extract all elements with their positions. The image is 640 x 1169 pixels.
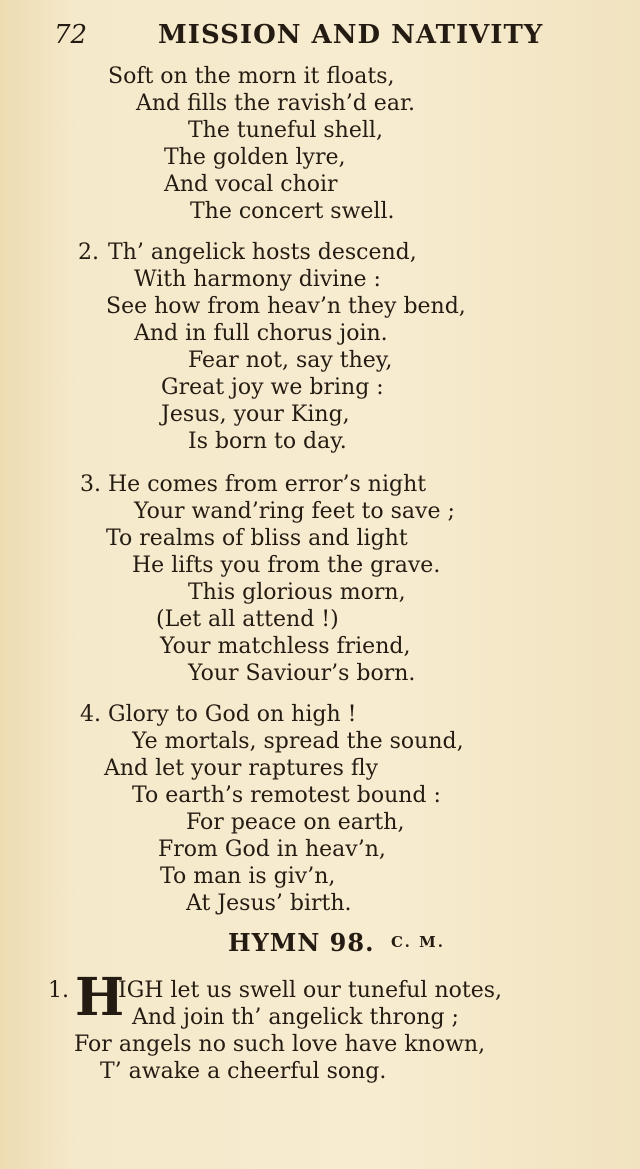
verse-line: He lifts you from the grave.	[132, 553, 441, 578]
verse-line: The tuneful shell,	[188, 118, 383, 143]
verse-line: Your wand’ring feet to save ;	[134, 499, 455, 524]
verse-line: Ye mortals, spread the sound,	[132, 729, 464, 754]
verse-line: Is born to day.	[188, 429, 347, 454]
verse-line: Jesus, your King,	[161, 402, 350, 427]
stanza-number: 3.	[80, 472, 101, 497]
verse-line: And join th’ angelick throng ;	[132, 1005, 459, 1030]
hymn-title: HYMN 98.	[228, 928, 375, 957]
verse-line: (Let all attend !)	[156, 607, 339, 632]
verse-line: From God in heav’n,	[158, 837, 386, 862]
verse-line: To realms of bliss and light	[106, 526, 408, 551]
running-head: MISSION AND NATIVITY	[158, 20, 544, 50]
verse-line: And in full chorus join.	[134, 321, 388, 346]
verse-line: To man is giv’n,	[160, 864, 336, 889]
page-header	[0, 20, 640, 60]
verse-line: To earth’s remotest bound :	[132, 783, 441, 808]
verse-line: This glorious morn,	[188, 580, 406, 605]
verse-line: He comes from error’s night	[108, 472, 427, 497]
page-number: 72	[54, 20, 88, 50]
verse-line: Th’ angelick hosts descend,	[108, 240, 417, 265]
stanza-number: 4.	[80, 702, 101, 727]
verse-line: The golden lyre,	[164, 145, 346, 170]
verse-line: Glory to God on high !	[108, 702, 357, 727]
verse-line: Your Saviour’s born.	[188, 661, 416, 686]
verse-line: T’ awake a cheerful song.	[100, 1059, 387, 1084]
verse-line: Your matchless friend,	[160, 634, 411, 659]
hymn-meter: C. M.	[391, 933, 445, 951]
verse-line: And let your raptures fly	[104, 756, 379, 781]
verse-line: With harmony divine :	[134, 267, 381, 292]
stanza-number: 1.	[48, 978, 69, 1003]
verse-line: IGH let us swell our tuneful notes,	[118, 978, 503, 1003]
verse-line: See how from heav’n they bend,	[106, 294, 466, 319]
verse-line: Fear not, say they,	[188, 348, 393, 373]
verse-line: For angels no such love have known,	[74, 1032, 486, 1057]
stanza-number: 2.	[78, 240, 99, 265]
drop-cap: H	[75, 967, 125, 1028]
verse-line: For peace on earth,	[186, 810, 405, 835]
verse-line: And fills the ravish’d ear.	[136, 91, 416, 116]
verse-line: The concert swell.	[190, 199, 395, 224]
verse-line: Great joy we bring :	[161, 375, 384, 400]
verse-line: And vocal choir	[164, 172, 338, 197]
verse-line: Soft on the morn it floats,	[108, 64, 395, 89]
verse-line: At Jesus’ birth.	[186, 891, 352, 916]
